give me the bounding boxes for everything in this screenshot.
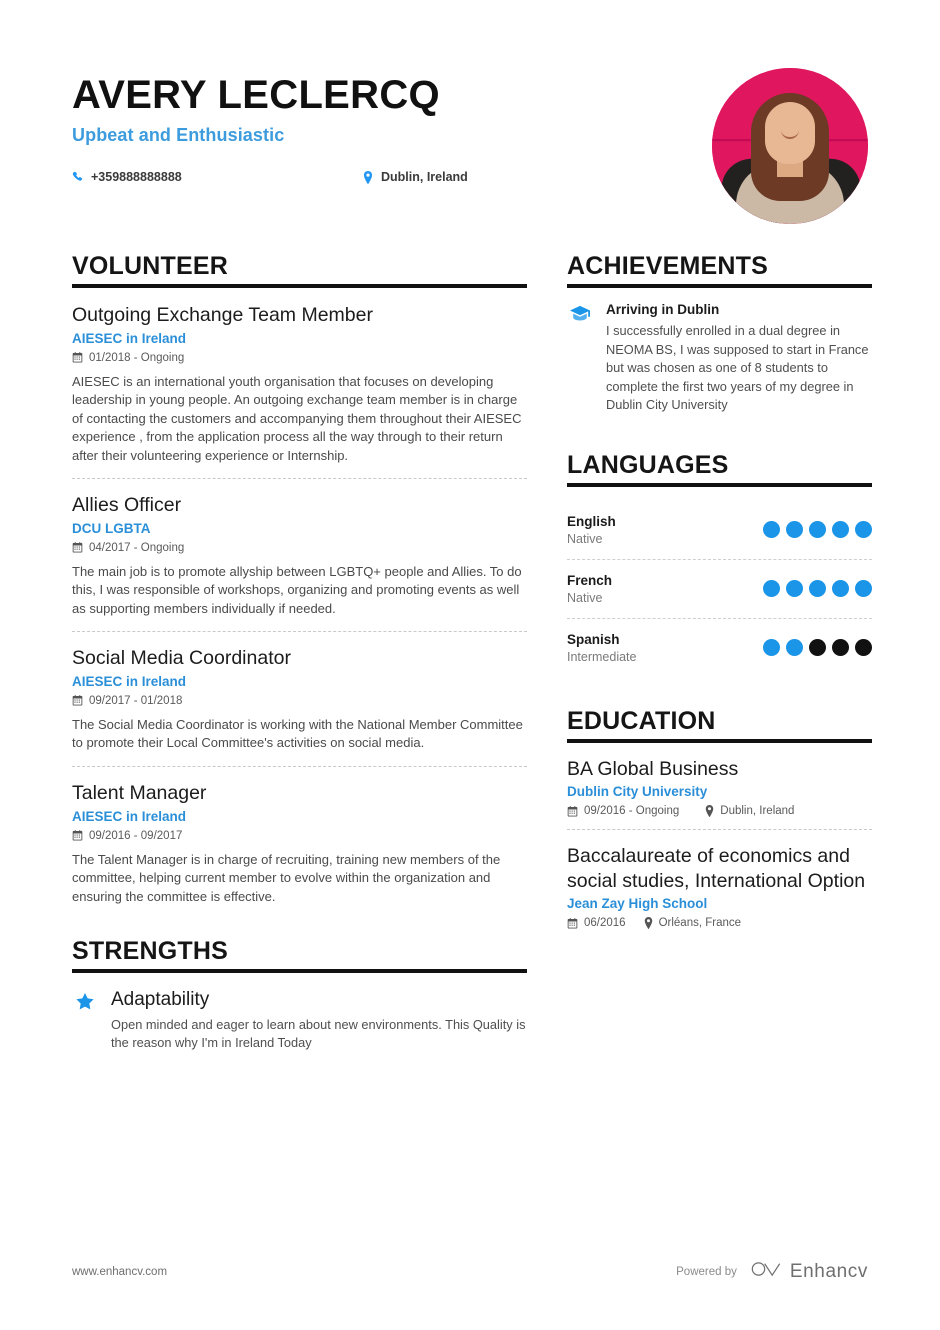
education-entry <box>567 829 872 941</box>
language-rating <box>763 521 872 538</box>
entry-role: Social Media Coordinator <box>72 647 291 670</box>
section-title-strengths: STRENGTHS <box>72 937 228 966</box>
resume-header <box>72 60 868 230</box>
education-meta-row <box>567 917 872 929</box>
entry-meta-row <box>72 352 527 364</box>
education-degree: Baccalaureate of economics and social studies, International Option <box>567 845 866 892</box>
rating-dot <box>786 521 803 538</box>
enhancv-brand-name: Enhancv <box>789 1260 868 1282</box>
education-meta-row <box>567 805 872 817</box>
contact-row <box>72 170 712 184</box>
contact-phone-text: +359888888888 <box>91 170 182 184</box>
achievement-body <box>606 302 872 415</box>
map-pin-icon <box>705 805 714 817</box>
calendar-icon <box>72 830 83 841</box>
section-strengths <box>72 937 527 1063</box>
enhancv-brand[interactable] <box>751 1259 868 1284</box>
volunteer-entry <box>72 304 527 478</box>
section-title-volunteer: VOLUNTEER <box>72 252 228 280</box>
section-rule <box>567 284 872 288</box>
rating-dot <box>855 639 872 656</box>
education-dates-text: 09/2016 - Ongoing <box>584 805 680 818</box>
entry-org: AIESEC in Ireland <box>72 808 187 824</box>
rating-dot <box>786 639 803 656</box>
rating-dot <box>809 639 826 656</box>
header-tagline: Upbeat and Enthusiastic <box>72 125 285 145</box>
entry-dates-text: 09/2017 - 01/2018 <box>89 694 183 707</box>
entry-dates <box>72 352 184 364</box>
enhancv-logo-icon <box>751 1259 781 1284</box>
section-rule <box>72 969 527 973</box>
entry-dates-text: 09/2016 - 09/2017 <box>89 829 183 842</box>
section-rule <box>72 284 527 288</box>
language-row <box>567 501 872 559</box>
language-info <box>567 632 636 664</box>
star-icon <box>72 989 98 1053</box>
achievement-description: I successfully enrolled in a dual degree in NEOMA BS, I was supposed to start in France but was chosen as one of 8 students to complete the first two years of my degree in Dublin City University <box>606 323 869 413</box>
section-title-achievements: ACHIEVEMENTS <box>567 252 769 280</box>
phone-icon <box>72 171 84 183</box>
education-location <box>705 805 794 817</box>
footer-url[interactable]: www.enhancv.com <box>72 1265 168 1278</box>
section-volunteer <box>72 252 527 919</box>
page-footer <box>72 1259 868 1284</box>
entry-meta-row <box>72 830 527 842</box>
contact-phone[interactable] <box>72 170 362 184</box>
map-pin-icon <box>644 917 653 929</box>
entry-dates <box>72 830 182 842</box>
language-info <box>567 573 612 605</box>
education-dates <box>567 805 679 817</box>
section-rule <box>567 483 872 487</box>
entry-description: The Social Media Coordinator is working with the National Member Committee to promote their Local Committee's activities on social media. <box>72 716 523 751</box>
volunteer-entry <box>72 478 527 631</box>
avatar <box>712 68 868 224</box>
education-dates-text: 06/2016 <box>584 917 626 930</box>
entry-role: Talent Manager <box>72 781 207 804</box>
powered-by-label: Powered by <box>676 1265 737 1278</box>
section-title-education: EDUCATION <box>567 706 716 735</box>
entry-meta-row <box>72 695 527 707</box>
language-name: Spanish <box>567 631 620 647</box>
calendar-icon <box>72 542 83 553</box>
strength-body <box>111 989 527 1053</box>
education-location-text: Orléans, France <box>658 917 742 930</box>
strength-name: Adaptability <box>111 989 210 1011</box>
entry-dates-text: 04/2017 - Ongoing <box>89 541 185 554</box>
calendar-icon <box>567 918 578 929</box>
entry-role: Allies Officer <box>72 494 182 517</box>
entry-description: The Talent Manager is in charge of recruiting, training new members of the committee, helping current member to evolve within the organization and ensuring the committee is effective. <box>72 851 501 904</box>
rating-dot <box>809 580 826 597</box>
language-info <box>567 514 616 546</box>
strength-item <box>72 989 527 1063</box>
education-school: Jean Zay High School <box>567 896 708 912</box>
section-achievements <box>567 252 872 425</box>
rating-dot <box>832 580 849 597</box>
language-name: English <box>567 513 616 529</box>
rating-dot <box>855 521 872 538</box>
entry-description: The main job is to promote allyship between LGBTQ+ people and Allies. To do this, I was responsible of workshops, organizing and promoting events as well as supporting members individually if needed. <box>72 563 522 616</box>
rating-dot <box>832 639 849 656</box>
achievement-item <box>567 302 872 425</box>
entry-role: Outgoing Exchange Team Member <box>72 304 373 326</box>
section-education <box>567 707 872 941</box>
rating-dot <box>832 521 849 538</box>
map-pin-icon <box>362 171 374 184</box>
rating-dot <box>763 639 780 656</box>
language-level: Native <box>567 531 603 546</box>
education-degree: BA Global Business <box>567 757 739 780</box>
language-name: French <box>567 572 613 588</box>
entry-dates-text: 01/2018 - Ongoing <box>89 351 185 364</box>
calendar-icon <box>72 352 83 363</box>
rating-dot <box>855 580 872 597</box>
volunteer-entry <box>72 631 527 766</box>
graduation-cap-icon <box>567 302 593 415</box>
resume-columns <box>72 252 868 1063</box>
left-column <box>72 252 527 1063</box>
rating-dot <box>786 580 803 597</box>
language-row <box>567 559 872 618</box>
language-level: Intermediate <box>567 649 637 664</box>
contact-location[interactable] <box>362 170 468 184</box>
footer-brand-block <box>676 1259 868 1284</box>
language-level: Native <box>567 590 603 605</box>
calendar-icon <box>567 806 578 817</box>
education-entry <box>567 757 872 829</box>
entry-dates <box>72 542 184 554</box>
section-title-languages: LANGUAGES <box>567 450 729 479</box>
entry-dates <box>72 695 182 707</box>
page-title: AVERY LECLERCQ <box>72 73 440 117</box>
rating-dot <box>763 521 780 538</box>
language-rating <box>763 639 872 656</box>
header-text-block <box>72 60 712 184</box>
volunteer-entry <box>72 766 527 919</box>
education-location-text: Dublin, Ireland <box>720 805 795 818</box>
language-row <box>567 618 872 677</box>
education-dates <box>567 917 626 929</box>
strength-description: Open minded and eager to learn about new environments. This Quality is the reason why I'm in Ireland Today <box>111 1016 526 1051</box>
entry-meta-row <box>72 542 527 554</box>
achievement-name: Arriving in Dublin <box>606 302 720 317</box>
entry-org: DCU LGBTA <box>72 520 151 536</box>
right-column <box>567 252 872 1063</box>
entry-description: AIESEC is an international youth organisation that focuses on developing leadership in young people. An outgoing exchange team member is in charge of contacting the customers and accompanying them throughout their AIESEC experience , from the application process all the way through to their return after their volunteering experience or Internship. <box>72 373 522 463</box>
language-rating <box>763 580 872 597</box>
section-languages <box>567 451 872 677</box>
rating-dot <box>809 521 826 538</box>
contact-location-text: Dublin, Ireland <box>381 170 468 184</box>
education-school: Dublin City University <box>567 784 708 800</box>
entry-org: AIESEC in Ireland <box>72 330 187 346</box>
section-rule <box>567 739 872 743</box>
entry-org: AIESEC in Ireland <box>72 673 187 689</box>
education-location <box>644 917 741 929</box>
rating-dot <box>763 580 780 597</box>
calendar-icon <box>72 695 83 706</box>
